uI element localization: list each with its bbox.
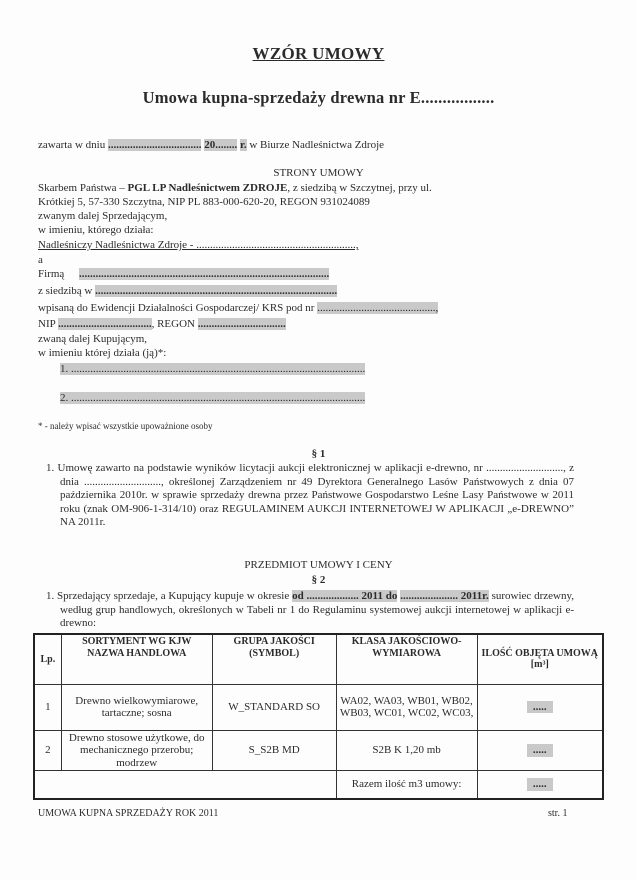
nip-field[interactable]: .................................. [58, 318, 152, 330]
seller-line-4: w imieniu, którego działa: [38, 224, 154, 236]
header-ilosc: ILOŚĆ OBJĘTA UMOWĄ [m³] [477, 634, 603, 684]
row-1-ilosc[interactable] [477, 684, 603, 730]
table-total-row [34, 771, 603, 799]
nip-label: NIP [38, 318, 56, 330]
row-1-lp: 1 [34, 684, 61, 730]
nip-regon-row [38, 318, 286, 331]
row-1-klasa: WA02, WA03, WB01, WB02, WB03, WC01, WC02, WC03, [336, 684, 477, 730]
section-2-text-a: 1. Sprzedający sprzedaje, a Kupujący kupuje w okresie [46, 590, 290, 602]
seller-line-1 [38, 182, 578, 195]
krs-field[interactable]: ..........................................., [317, 302, 439, 314]
document-title: WZÓR UMOWY [252, 44, 385, 63]
seller-line-3: zwanym dalej Sprzedającym, [38, 210, 168, 222]
regon-label: , REGON [151, 318, 195, 330]
seller-representative[interactable]: Nadleśniczy Nadleśnictwa Zdroje - .........................................................., [38, 239, 359, 251]
row-2-klasa: S2B K 1,20 mb [336, 730, 477, 771]
assortment-table [33, 633, 604, 800]
intro-suffix: w Biurze Nadleśnictwa Zdroje [249, 139, 385, 151]
firm-field[interactable]: ........................................................................................... [79, 268, 330, 280]
date-year-field[interactable]: 20........ [204, 139, 238, 151]
total-value-field[interactable]: ..... [527, 778, 553, 791]
representative-2 [60, 392, 365, 405]
seller-address-a: , z siedzibą w Szczytnej, przy ul. [287, 182, 432, 194]
seller-prefix: Skarbem Państwa – [38, 182, 125, 194]
period-to-field[interactable]: ..................... 2011r. [400, 590, 489, 602]
footnote: * - należy wpisać wszystkie upoważnione osoby [38, 421, 213, 431]
representative-1-field[interactable]: 1. ........................................................................................................... [60, 363, 366, 375]
firm-row [38, 268, 329, 281]
regon-field[interactable]: ................................ [197, 318, 286, 330]
section-1-heading: § 1 [311, 448, 326, 460]
representative-2-field[interactable]: 2. ........................................................................................................... [60, 392, 366, 404]
row-1-sortyment: Drewno wielkowymiarowe, tartaczne; sosna [61, 684, 212, 730]
period-from-field[interactable]: od ................... 2011 do [292, 590, 398, 602]
footer-title: UMOWA KUPNA SPRZEDAŻY ROK 2011 [38, 808, 219, 819]
contract-title: Umowa kupna-sprzedaży drewna nr E................. [142, 88, 495, 107]
row-1-grupa: W_STANDARD SO [212, 684, 336, 730]
row-2-ilosc-field[interactable]: ..... [527, 744, 553, 757]
krs-row [38, 302, 438, 315]
header-klasa: KLASA JAKOŚCIOWO-WYMIAROWA [336, 634, 477, 684]
krs-label: wpisaną do Ewidencji Działalności Gospodarczej/ KRS pod nr [38, 302, 315, 314]
buyer-rep-line: w imieniu której działa (ją)*: [38, 347, 167, 359]
section-2-heading: § 2 [311, 574, 326, 586]
row-2-ilosc[interactable] [477, 730, 603, 771]
seat-row [38, 285, 337, 298]
section-2-text [46, 590, 575, 631]
page-number: str. 1 [548, 808, 568, 819]
header-lp: Lp. [34, 634, 61, 684]
total-empty-2 [61, 771, 212, 799]
intro-prefix: zawarta w dniu [38, 139, 106, 151]
section-2-title: PRZEDMIOT UMOWY I CENY [244, 559, 393, 571]
seller-name: PGL LP Nadleśnictwem ZDROJE [127, 182, 288, 194]
row-2-sortyment: Drewno stosowe użytkowe, do mechanicznego przerobu; modrzew [61, 730, 212, 771]
conjunction-a: a [38, 254, 43, 266]
table-row [34, 684, 603, 730]
table-row [34, 730, 603, 771]
row-1-ilosc-field[interactable]: ..... [527, 701, 553, 714]
date-r: r. [239, 139, 247, 151]
seat-label: z siedzibą w [38, 285, 93, 297]
row-2-grupa: S_S2B MD [212, 730, 336, 771]
seller-line-2: Krótkiej 5, 57-330 Szczytna, NIP PL 883-000-620-20, REGON 931024089 [38, 196, 370, 208]
seat-field[interactable]: ........................................................................................ [95, 285, 338, 297]
firm-label: Firmą [38, 268, 65, 280]
total-empty-1 [34, 771, 61, 799]
total-value[interactable] [477, 771, 603, 799]
header-grupa: GRUPA JAKOŚCI (SYMBOL) [212, 634, 336, 684]
table-header-row [34, 634, 603, 684]
buyer-line: zwaną dalej Kupującym, [38, 333, 148, 345]
total-label: Razem ilość m3 umowy: [336, 771, 477, 799]
total-empty-3 [212, 771, 336, 799]
date-field[interactable]: .................................. [107, 139, 202, 151]
intro-line [38, 139, 384, 152]
parties-heading: STRONY UMOWY [273, 167, 364, 179]
section-2-text-b: surowiec drzewny, według grup handlowych, określonych w Tabeli nr 1 do Regulaminu systemowej aukcji internetowej w aplikacji e-drewno: [60, 590, 575, 629]
representative-1 [60, 363, 365, 376]
row-2-lp: 2 [34, 730, 61, 771]
section-1-text: 1. Umowę zawarto na podstawie wyników licytacji aukcji elektronicznej w aplikacji e-drewno, nr ............................, z dnia ............................, określonej Zarządzeniem nr 49 Dyrektora Generalnego Lasów Państwowych z dnia 07 października 2010r. w sprawie sprzedaży drewna przez Państwowe Gospodarstwo Leśne Lasy Państwowe w 2011 roku (znak OM-906-1-314/10) oraz REGULAMINEM AUKCJI INTERNETOWEJ W APLIKACJI „e-DREWNO” NA 2011r. [46, 462, 574, 528]
header-sortyment: SORTYMENT WG KJW NAZWA HANDLOWA [61, 634, 212, 684]
